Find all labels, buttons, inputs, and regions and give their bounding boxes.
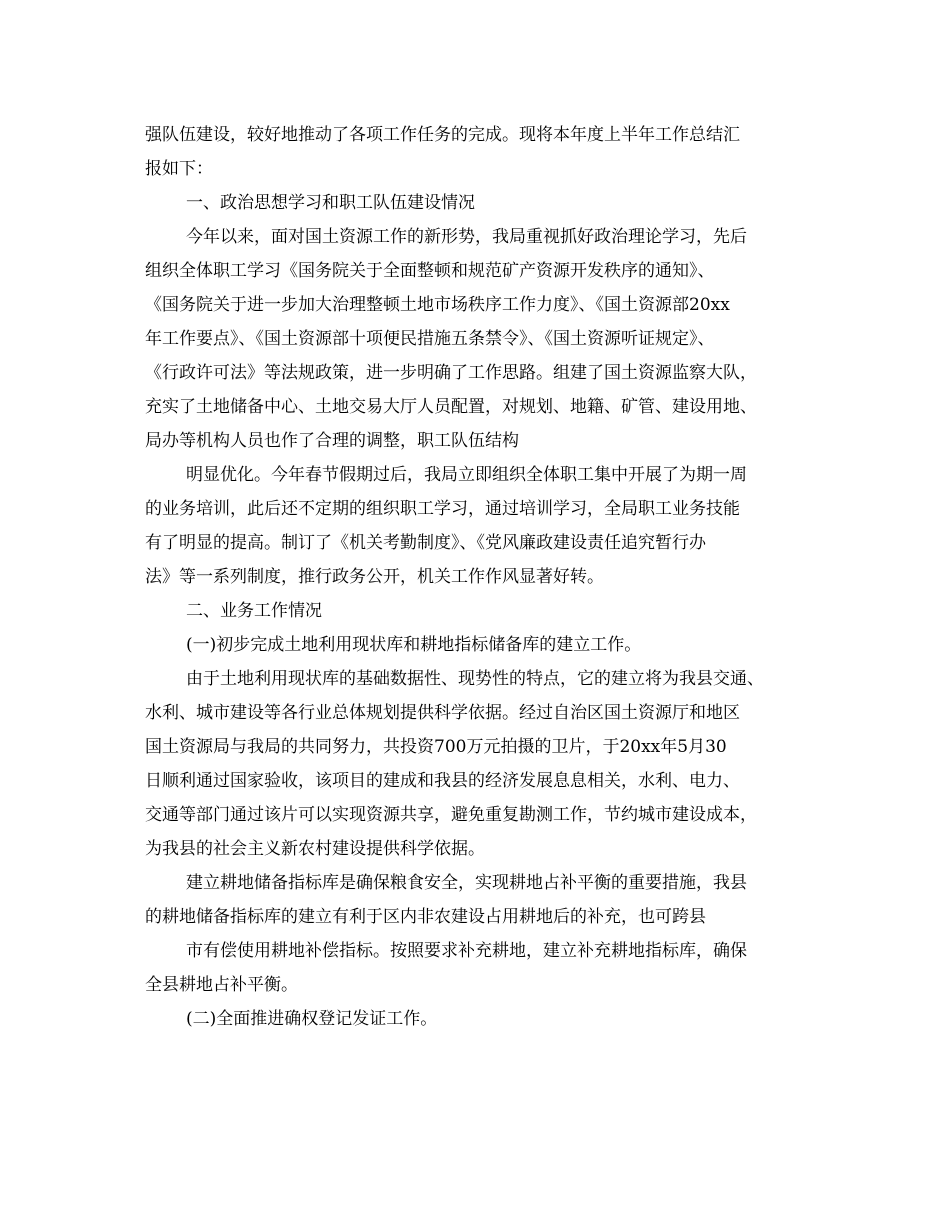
text-line: 为我县的社会主义新农村建设提供科学依据。 [145, 839, 485, 859]
text-line: 法》等一系列制度，推行政务公开，机关工作作风显著好转。 [145, 567, 604, 587]
text-line: 组织全体职工学习《国务院关于全面整顿和规范矿产资源开发秩序的通知》、 [145, 261, 715, 281]
text-line: 局办等机构人员也作了合理的调整，职工队伍结构 [145, 431, 519, 451]
text-line: 日顺利通过国家验收，该项目的建成和我县的经济发展息息相关，水利、电力、 [145, 771, 740, 791]
document-body [145, 118, 815, 1036]
text-line: 国土资源局与我局的共同努力，共投资700万元拍摄的卫片，于20xx年5月30 [145, 737, 727, 757]
text-line: 市有偿使用耕地补偿指标。按照要求补充耕地，建立补充耕地指标库，确保 [186, 941, 747, 961]
text-line: (二)全面推进确权登记发证工作。 [186, 1009, 438, 1029]
text-line: 水利、城市建设等各行业总体规划提供科学依据。经过自治区国土资源厅和地区 [145, 703, 740, 723]
text-line: 强队伍建设，较好地推动了各项工作任务的完成。现将本年度上半年工作总结汇 [145, 125, 740, 145]
text-line: 二、业务工作情况 [186, 601, 322, 621]
text-line: 年工作要点》、《国土资源部十项便民措施五条禁令》、《国土资源听证规定》、 [145, 329, 715, 349]
text-line: 建立耕地储备指标库是确保粮食安全，实现耕地占补平衡的重要措施，我县 [186, 873, 747, 893]
text-line: 一、政治思想学习和职工队伍建设情况 [186, 193, 475, 213]
text-line: 由于土地利用现状库的基础数据性、现势性的特点，它的建立将为我县交通、 [186, 669, 764, 689]
text-line: 交通等部门通过该片可以实现资源共享，避免重复勘测工作，节约城市建设成本， [145, 805, 757, 825]
text-line: 的业务培训，此后还不定期的组织职工学习，通过培训学习，全局职工业务技能 [145, 499, 740, 519]
text-line: 全县耕地占补平衡。 [145, 975, 298, 995]
text-line: 明显优化。今年春节假期过后，我局立即组织全体职工集中开展了为期一周 [186, 465, 747, 485]
text-line: (一)初步完成土地利用现状库和耕地指标储备库的建立工作。 [186, 635, 642, 655]
text-line: 有了明显的提高。制订了《机关考勤制度》、《党风廉政建设责任追究暂行办 [145, 533, 706, 553]
text-line: 的耕地储备指标库的建立有利于区内非农建设占用耕地后的补充，也可跨县 [145, 907, 706, 927]
text-line: 《国务院关于进一步加大治理整顿土地市场秩序工作力度》、《国土资源部20xx [145, 295, 730, 315]
text-line: 今年以来，面对国土资源工作的新形势，我局重视抓好政治理论学习，先后 [186, 227, 747, 247]
text-line: 充实了土地储备中心、土地交易大厅人员配置，对规划、地籍、矿管、建设用地、 [145, 397, 757, 417]
text-line: 《行政许可法》等法规政策，进一步明确了工作思路。组建了国土资源监察大队， [145, 363, 757, 383]
text-line: 报如下： [145, 159, 213, 179]
